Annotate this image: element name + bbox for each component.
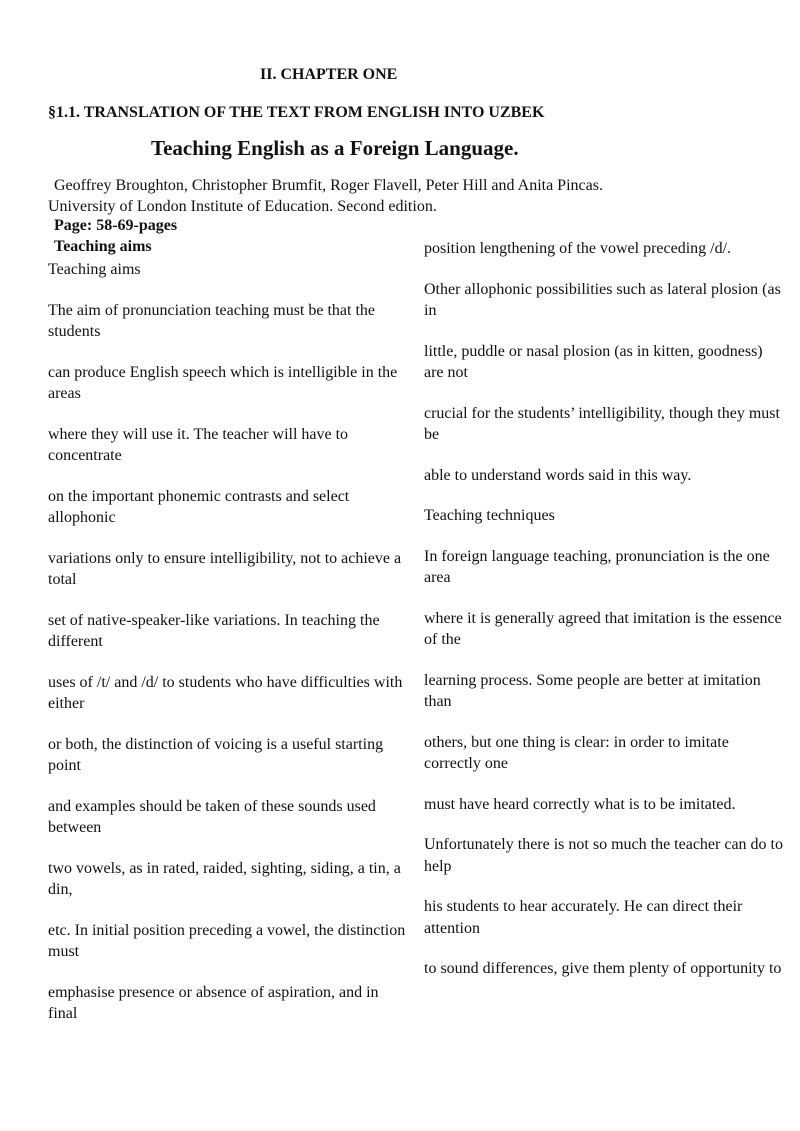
paragraph: must have heard correctly what is to be imitated. (424, 795, 736, 813)
paragraph: Other allophonic possibilities such as lateral plosion (as in (424, 280, 781, 319)
paragraph: The aim of pronunciation teaching must be that the students (48, 301, 376, 340)
authors-line: Geoffrey Broughton, Christopher Brumfit, Roger Flavell, Peter Hill and Anita Pincas. (54, 177, 603, 194)
section-heading: §1.1. TRANSLATION OF THE TEXT FROM ENGLISH INTO UZBEK (48, 104, 545, 121)
paragraph: or both, the distinction of voicing is a useful starting point (48, 735, 384, 774)
paragraph: crucial for the students’ intelligibility, though they must be (424, 404, 780, 443)
paragraph: position lengthening of the vowel preceding /d/. (424, 240, 732, 257)
paragraph: can produce English speech which is intelligible in the areas (48, 363, 398, 402)
paragraph: and examples should be taken of these sounds used between (48, 797, 376, 836)
paragraph: where they will use it. The teacher will have to concentrate (48, 425, 349, 464)
paragraph: where it is generally agreed that imitation is the essence of the (424, 609, 782, 648)
subheading: Teaching aims (54, 238, 152, 255)
paragraph: variations only to ensure intelligibility, not to achieve a total (48, 549, 402, 588)
paragraph: his students to hear accurately. He can direct their attention (424, 898, 743, 937)
paragraph: little, puddle or nasal plosion (as in kitten, goodness) are not (424, 342, 763, 381)
paragraph: able to understand words said in this way. (424, 466, 692, 484)
paragraph: etc. In initial position preceding a vowel, the distinction must (48, 921, 406, 960)
paragraph: Teaching aims (48, 261, 141, 278)
paragraph: set of native-speaker-like variations. In teaching the different (48, 611, 380, 650)
left-column (48, 259, 410, 1044)
paragraph: two vowels, as in rated, raided, sighting, siding, a tin, a din, (48, 859, 401, 898)
paragraph: uses of /t/ and /d/ to students who have difficulties with either (48, 673, 403, 712)
page-reference: Page: 58-69-pages (54, 217, 178, 234)
paragraph: Unfortunately there is not so much the teacher can do to help (424, 836, 783, 875)
paragraph: on the important phonemic contrasts and select allophonic (48, 487, 350, 526)
right-column (424, 238, 786, 999)
book-title: Teaching English as a Foreign Language. (151, 136, 519, 160)
section-label: Teaching techniques (424, 507, 555, 524)
authors-block (48, 175, 768, 217)
paragraph: In foreign language teaching, pronunciation is the one area (424, 547, 770, 586)
paragraph: learning process. Some people are better at imitation than (424, 671, 761, 710)
chapter-heading: II. CHAPTER ONE (260, 66, 398, 83)
institution-line: University of London Institute of Education. Second edition. (48, 198, 437, 215)
paragraph: emphasise presence or absence of aspiration, and in final (48, 983, 379, 1022)
paragraph: others, but one thing is clear: in order to imitate correctly one (424, 733, 729, 772)
paragraph: to sound differences, give them plenty of opportunity to (424, 960, 782, 977)
